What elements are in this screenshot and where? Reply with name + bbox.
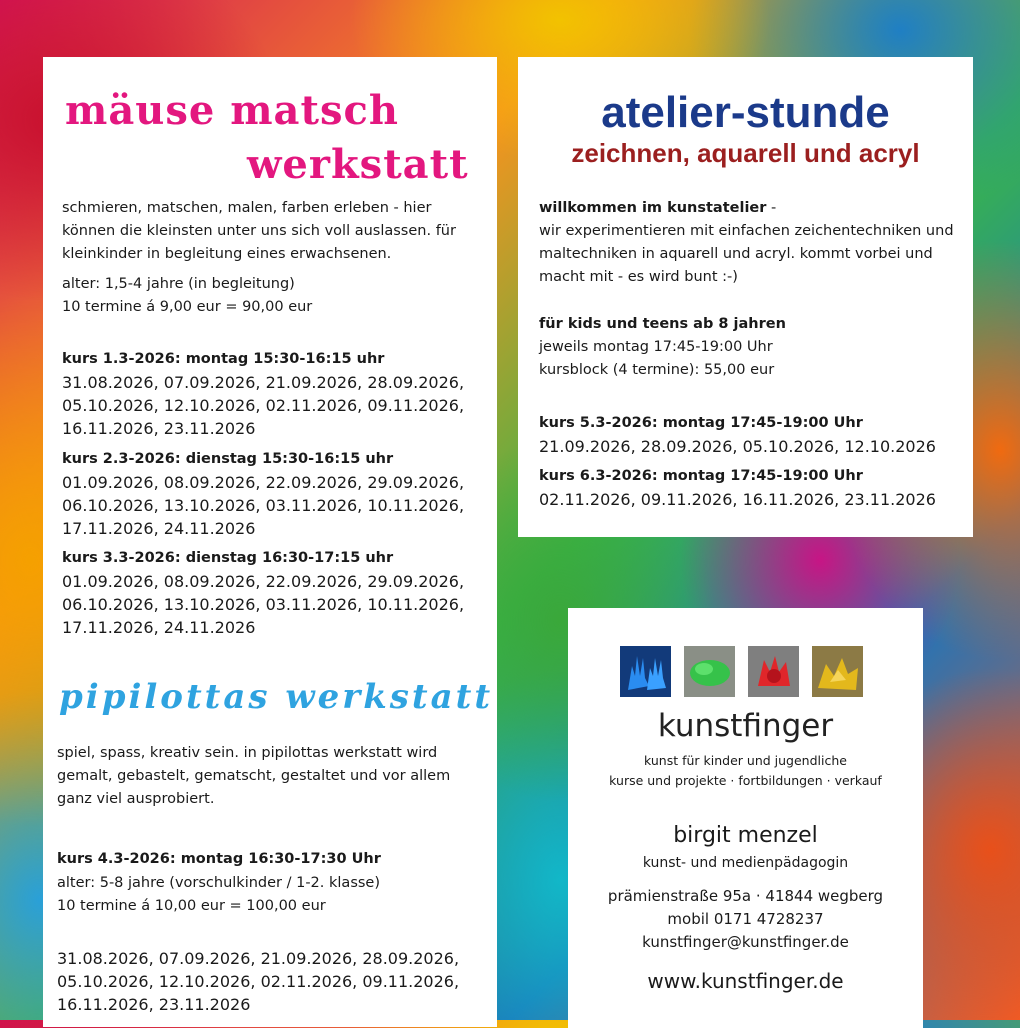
course-dates: 02.11.2026, 09.11.2026, 16.11.2026, 23.11.2026 [539,490,936,509]
welcome-bold: willkommen im kunstatelier [539,200,767,216]
website-link[interactable]: www.kunstfinger.de [647,969,844,993]
atelier-panel [518,57,973,537]
atelier-audience: für kids und teens ab 8 jahren [539,316,786,332]
course-dates: 01.09.2026, 08.09.2026, 22.09.2026, 29.09.2026, 06.10.2026, 13.10.2026, 03.11.2026, 10.11.2026, 17.11.2026, 24.11.2026 [62,572,465,637]
pipilottas-age: alter: 5-8 jahre (vorschulkinder / 1-2. klasse) [57,875,381,891]
tagline-2: kurse und projekte · fortbildungen · verkauf [609,773,882,788]
maeuse-course-3 [62,547,482,639]
contact-card [568,608,923,1028]
course-heading: kurs 5.3-2026: montag 17:45-19:00 Uhr [539,415,863,431]
pipilottas-intro: spiel, spass, kreativ sein. in pipilottas werkstatt wird gemalt, gebastelt, gematscht, gestaltet und vor allem ganz viel ausprobiert. [57,745,451,807]
maeuse-course-1 [62,348,482,440]
atelier-subtitle: zeichnen, aquarell und acryl [571,138,920,168]
pipilottas-dates: 31.08.2026, 07.09.2026, 21.09.2026, 28.09.2026, 05.10.2026, 12.10.2026, 02.11.2026, 09.11.2026, 16.11.2026, 23.11.2026 [57,949,460,1014]
red-hands-icon [748,646,799,697]
brand-name: kunstfinger [657,708,834,744]
maeuse-title-line2: werkstatt [247,141,469,188]
contact-name: birgit menzel [673,823,818,848]
blue-hands-icon [620,646,671,697]
atelier-course-6 [539,465,964,511]
atelier-course-5 [539,412,964,458]
green-hands-icon [684,646,735,697]
contact-role: kunst- und medienpädagogin [642,855,849,871]
atelier-intro: wir experimentieren mit einfachen zeichentechniken und maltechniken in aquarell und acryl. kommt vorbei und macht mit - es wird bunt :-) [539,223,954,285]
course-heading: kurs 3.3-2026: dienstag 16:30-17:15 uhr [62,550,394,566]
pipilottas-title: pipilottas werkstatt [59,677,494,717]
course-dates: 21.09.2026, 28.09.2026, 05.10.2026, 12.10.2026 [539,437,936,456]
tagline-1: kunst für kinder und jugendliche [644,753,847,768]
maeuse-intro: schmieren, matschen, malen, farben erleben - hier können die kleinsten unter uns sich voll auslassen. für kleinkinder in begleitung eines erwachsenen. [62,200,456,262]
contact-email[interactable]: kunstfinger@kunstfinger.de [642,933,849,951]
maeuse-price: 10 termine á 9,00 eur = 90,00 eur [62,299,313,315]
maeuse-age: alter: 1,5-4 jahre (in begleitung) [62,276,295,292]
pipilottas-course-heading: kurs 4.3-2026: montag 16:30-17:30 Uhr [57,851,381,867]
atelier-welcome [539,197,964,220]
atelier-schedule: jeweils montag 17:45-19:00 Uhr [539,339,773,355]
course-heading: kurs 6.3-2026: montag 17:45-19:00 Uhr [539,468,863,484]
thumbnail-row [620,646,863,697]
yellow-hands-icon [812,646,863,697]
course-dates: 01.09.2026, 08.09.2026, 22.09.2026, 29.09.2026, 06.10.2026, 13.10.2026, 03.11.2026, 10.11.2026, 17.11.2026, 24.11.2026 [62,473,465,538]
pipilottas-price: 10 termine á 10,00 eur = 100,00 eur [57,898,326,914]
welcome-suffix: - [766,200,777,216]
course-dates: 31.08.2026, 07.09.2026, 21.09.2026, 28.09.2026, 05.10.2026, 12.10.2026, 02.11.2026, 09.11.2026, 16.11.2026, 23.11.2026 [62,373,465,438]
maeuse-course-2 [62,448,482,540]
maeuse-title-line1: mäuse matsch [65,87,399,134]
atelier-price: kursblock (4 termine): 55,00 eur [539,362,775,378]
left-panel [43,57,497,1027]
contact-address: prämienstraße 95a · 41844 wegberg [607,887,884,905]
course-heading: kurs 1.3-2026: montag 15:30-16:15 uhr [62,351,385,367]
contact-phone: mobil 0171 4728237 [667,910,824,928]
atelier-title: atelier-stunde [601,88,890,137]
course-heading: kurs 2.3-2026: dienstag 15:30-16:15 uhr [62,451,394,467]
